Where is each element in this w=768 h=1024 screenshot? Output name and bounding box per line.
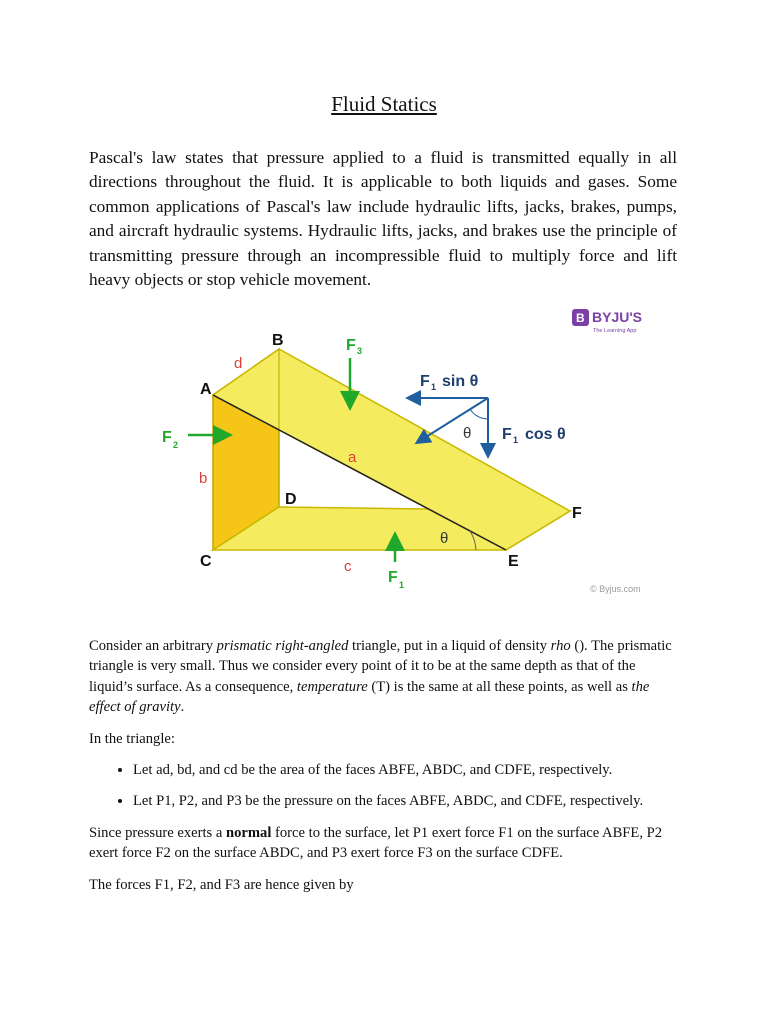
f1-cos-subscript: 1 bbox=[513, 435, 519, 445]
f2-subscript: 2 bbox=[173, 440, 179, 450]
para1-text-4: (T) is the same at all these points, as well as bbox=[367, 678, 632, 695]
logo-tagline: The Learning App bbox=[593, 328, 637, 334]
f1-sin-text: sin θ bbox=[442, 373, 479, 390]
para1-text-1: Consider an arbitrary bbox=[89, 638, 217, 654]
vertex-f: F bbox=[572, 505, 582, 522]
f1-resultant-arrow bbox=[418, 398, 488, 442]
in-triangle-heading: In the triangle: bbox=[89, 730, 175, 747]
vertex-e: E bbox=[508, 553, 519, 570]
bullet-list bbox=[89, 760, 679, 812]
f3-label: F bbox=[346, 337, 356, 354]
para2-text-2: force to the surface, let P1 exert force F1 on the surface ABFE, P2 exert force F2 on the surface ABDC, and P3 exert force F3 on the surface CDFE. bbox=[89, 824, 663, 862]
f1-cos-text: cos θ bbox=[525, 426, 566, 443]
para1-emphasis-prismatic: prismatic right-angled bbox=[216, 638, 349, 654]
para2-bold-normal: normal bbox=[225, 824, 272, 841]
theta-label-top: θ bbox=[463, 425, 472, 442]
logo-text: BYJU'S bbox=[592, 309, 643, 325]
paragraph-normal-force bbox=[89, 823, 679, 864]
edge-label-b: b bbox=[199, 470, 208, 487]
forces-line: The forces F1, F2, and F3 are hence given by bbox=[89, 876, 354, 893]
prism-diagram bbox=[150, 300, 660, 600]
f1-subscript: 1 bbox=[399, 580, 405, 590]
theta-arc-top bbox=[470, 409, 488, 419]
para1-emphasis-temperature: temperature bbox=[296, 678, 368, 695]
byjus-logo bbox=[572, 309, 642, 334]
list-item: • Let P1, P2, and P3 be the pressure on the faces ABFE, ABDC, and CDFE, respectively. bbox=[133, 791, 679, 811]
vertex-d: D bbox=[285, 491, 297, 508]
f1-label: F bbox=[388, 569, 398, 586]
f1-sin-label: F bbox=[420, 373, 430, 390]
intro-paragraph: Pascal's law states that pressure applied to a fluid is transmitted equally in all directions throughout the fluid. It is applicable to both liquids and gases. Some common applications of Pascal's law include hydraulic lifts, jacks, brakes, pumps, and aircraft hydraulic systems. Hydraulic lifts, jacks, and brakes use the principle of transmitting pressure through an incompressible fluid to multiply force and lift heavy objects or stop vehicle movement. bbox=[89, 148, 677, 290]
para1-text-2: triangle, put in a liquid of density bbox=[348, 638, 551, 654]
para1-emphasis-gravity: the effect of gravity bbox=[89, 678, 650, 716]
body-text bbox=[89, 636, 679, 906]
para2-text-1: Since pressure exerts a bbox=[89, 824, 226, 841]
edge-label-c: c bbox=[344, 558, 352, 575]
vertex-a: A bbox=[200, 381, 212, 398]
list-item: • Let ad, bd, and cd be the area of the faces ABFE, ABDC, and CDFE, respectively. bbox=[133, 760, 679, 780]
f2-label: F bbox=[162, 429, 172, 446]
prism-svg bbox=[150, 300, 660, 600]
para1-emphasis-rho: rho bbox=[550, 638, 571, 654]
edge-label-a: a bbox=[348, 449, 357, 466]
f3-subscript: 3 bbox=[357, 346, 363, 356]
theta-label-bottom: θ bbox=[440, 530, 449, 547]
vertex-c: C bbox=[200, 553, 212, 570]
f1-sin-subscript: 1 bbox=[431, 382, 437, 392]
para1-text-5: . bbox=[180, 699, 185, 716]
para1-text-3: (). The prismatic triangle is very small. Thus we consider every point of it to be at the same depth as that of the liquid’s surface. As a consequence, bbox=[89, 638, 672, 695]
paragraph-prismatic bbox=[89, 636, 679, 718]
f1-cos-label: F bbox=[502, 426, 512, 443]
figure-credit: © Byjus.com bbox=[590, 584, 641, 594]
page-title: Fluid Statics bbox=[331, 92, 437, 116]
vertex-b: B bbox=[272, 332, 284, 349]
edge-label-d: d bbox=[234, 355, 243, 372]
svg-text:B: B bbox=[576, 311, 585, 325]
